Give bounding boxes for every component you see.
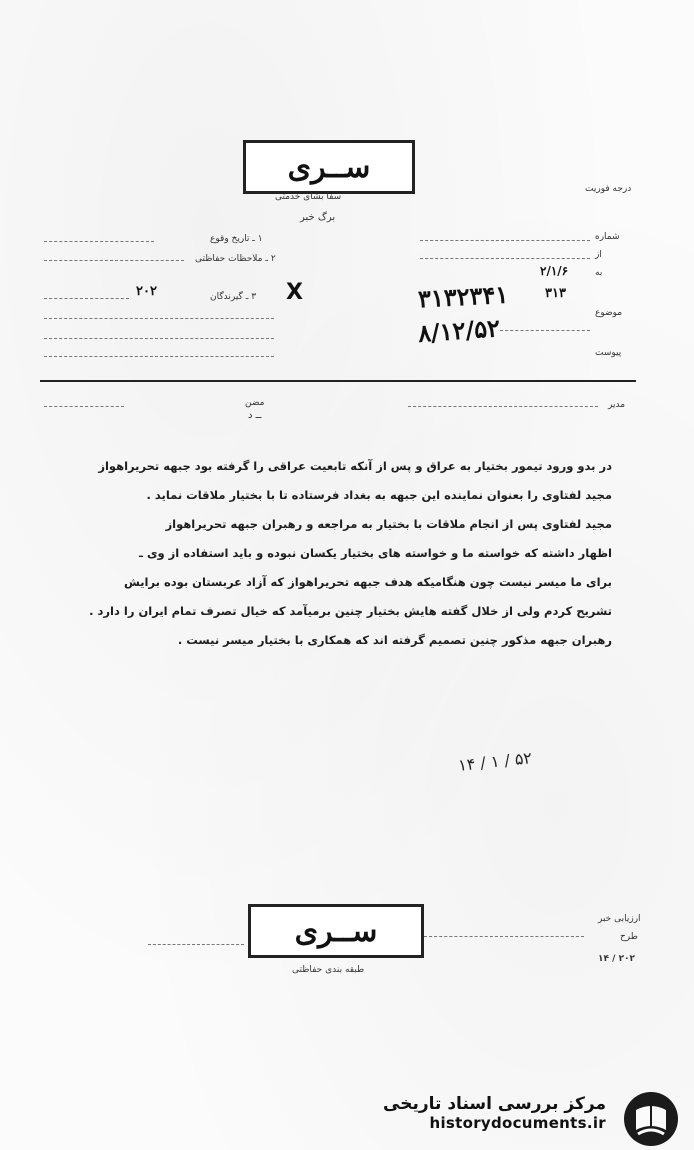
left-mark: ــ د (248, 410, 262, 421)
dotted-line (420, 240, 590, 241)
dotted-line (408, 406, 598, 407)
signature-date: ۱۴ / ۱ / ۵۲ (457, 748, 533, 775)
field-from: از (595, 250, 602, 260)
stamp-label: ســری (287, 149, 371, 185)
stamp-subtitle-bottom: طبقه بندی حفاظتی (292, 965, 365, 975)
archive-logo-icon (622, 1090, 680, 1148)
report-body (72, 452, 612, 655)
dotted-line (44, 356, 274, 357)
body-line: مجید لفتاوی پس از انجام ملاقات با بختیار به مراجعه و رهبران جبهه تحریراهواز (165, 517, 612, 531)
archive-watermark (383, 1094, 606, 1132)
dotted-line (44, 260, 184, 261)
dotted-line (148, 944, 244, 945)
field-security-notes: ۲ ـ ملاحظات حفاظتی (195, 254, 276, 264)
footer-plan: طرح (620, 932, 638, 942)
handwritten-number: ۳۱۳۲۳۴۱ (417, 279, 509, 314)
body-line: در بدو ورود تیمور بختیار به عراق و پس از آنکه تابعیت عراقی را گرفته بود جبهه تحریراهواز (98, 459, 612, 473)
field-number: شماره (595, 232, 620, 242)
director-label: مدیر (608, 400, 626, 410)
field-subject: موضوع (595, 308, 623, 318)
top-mark: مضن (245, 398, 265, 408)
dotted-line (44, 338, 274, 339)
body-line: اظهار داشته که خواسته ما و خواسته های بختیار یکسان نبوده و باید استفاده از وی ـ (139, 546, 612, 560)
stamp-subtitle-top: سفا بشای خدمتی (275, 192, 342, 202)
form-title: برگ خبر (300, 212, 336, 223)
body-line: تشریح کردم ولی از خلال گفته هایش بختیار چنین برمیآمد که خیال تصرف تمام ایران را دارد . (89, 604, 612, 618)
body-line: رهبران جبهه مذکور چنین تصمیم گرفته اند که همکاری با بختیار میسر نیست . (177, 633, 612, 647)
classification-stamp-top (243, 140, 415, 194)
handwritten-date: ۸/۱۲/۵۲ (417, 313, 501, 348)
dotted-line (44, 406, 124, 407)
footer-code: ۲۰۲ / ۱۴ (598, 954, 636, 964)
stamp-label: ســری (294, 913, 378, 949)
dotted-line (44, 318, 274, 319)
urgency-label: درجه فوریت (585, 184, 632, 194)
field-attachment: پیوست (595, 348, 622, 358)
body-line: مجید لفتاوی را بعنوان نماینده این جبهه به بغداد فرستاده تا با بختیار ملاقات نماید . (146, 488, 612, 502)
classification-stamp-bottom (248, 904, 424, 958)
archive-url: historydocuments.ir (429, 1114, 606, 1132)
number-field: ۳۱۳ (545, 286, 566, 301)
field-event-date: ۱ ـ تاریخ وقوع (210, 234, 263, 244)
recipient-number: ۲۰۲ (136, 284, 157, 299)
field-to: به (595, 268, 603, 278)
x-mark: X (286, 280, 303, 305)
reference-code: ۲/۱/۶ (540, 264, 569, 278)
field-recipients: ۳ ـ گیرندگان (210, 292, 257, 302)
archive-name: مرکز بررسی اسناد تاریخی (383, 1094, 606, 1114)
dotted-line (420, 258, 590, 259)
dotted-line (44, 298, 129, 299)
footer-evaluation: ارزیابی خبر (598, 914, 641, 924)
dotted-line (424, 936, 584, 937)
body-line: برای ما میسر نیست چون هنگامیکه هدف جبهه تحریراهواز که آزاد عربستان بوده برایش (123, 575, 612, 589)
dotted-line (500, 330, 590, 331)
horizontal-rule (40, 380, 636, 382)
dotted-line (44, 241, 154, 242)
